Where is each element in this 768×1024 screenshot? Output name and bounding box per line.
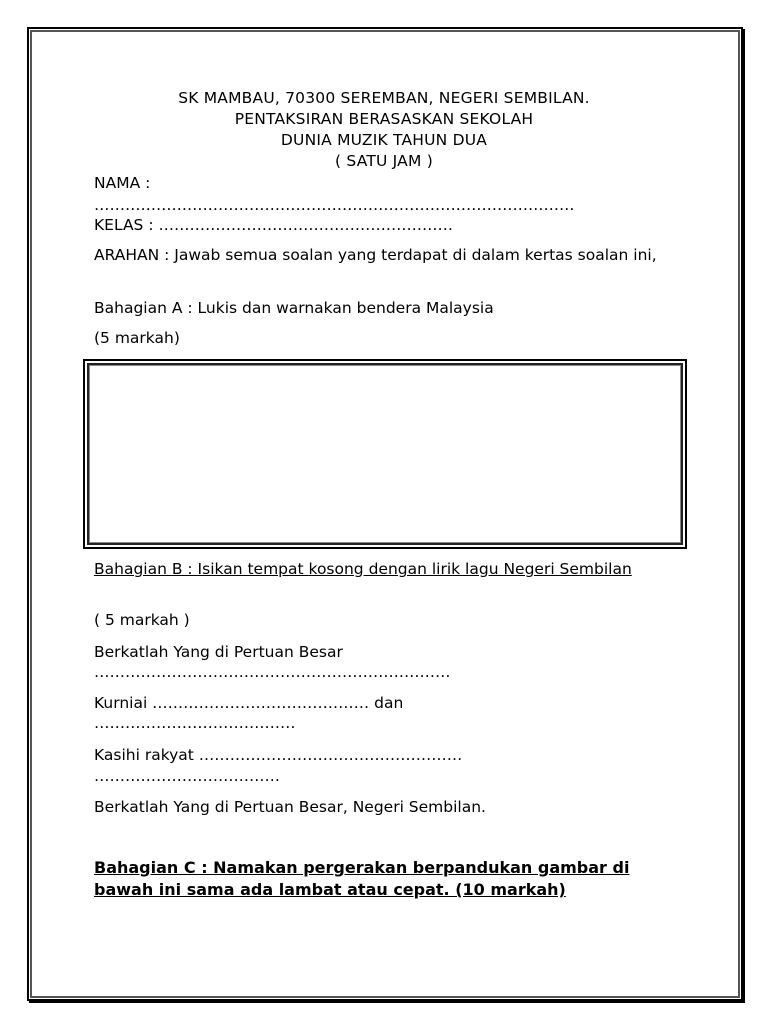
flag-drawing-box[interactable]	[83, 359, 687, 549]
nama-field[interactable]: …………………………………………………………………………………	[94, 196, 575, 214]
section-a-title: Bahagian A : Lukis dan warnakan bendera Malaysia	[94, 299, 494, 317]
section-b-title: Bahagian B : Isikan tempat kosong dengan lirik lagu Negeri Sembilan	[94, 560, 632, 578]
duration: ( SATU JAM )	[335, 152, 433, 170]
section-a-marks: (5 markah)	[94, 329, 180, 347]
nama-label: NAMA :	[94, 174, 151, 192]
instructions: ARAHAN : Jawab semua soalan yang terdapat di dalam kertas soalan ini,	[94, 246, 657, 264]
school-name: SK MAMBAU, 70300 SEREMBAN, NEGERI SEMBILAN.	[178, 89, 590, 107]
section-c-title: Bahagian C : Namakan pergerakan berpandukan gambar di bawah ini sama ada lambat atau cepat. (10 markah)	[94, 858, 630, 899]
lyric-line-3[interactable]: Kasihi rakyat ……………………………………………	[94, 746, 463, 764]
document-header	[0, 88, 768, 172]
section-b-marks: ( 5 markah )	[94, 611, 190, 629]
lyric-line-2[interactable]: Kurniai …………………………………… dan	[94, 694, 404, 712]
assessment-title: PENTAKSIRAN BERASASKAN SEKOLAH	[234, 110, 534, 128]
lyric-line-1: Berkatlah Yang di Pertuan Besar	[94, 643, 343, 661]
lyric-blank-2[interactable]: …………………………………	[94, 714, 296, 732]
kelas-field[interactable]: KELAS : …………………………………………………	[94, 216, 453, 234]
subject-title: DUNIA MUZIK TAHUN DUA	[280, 131, 488, 149]
lyric-line-4: Berkatlah Yang di Pertuan Besar, Negeri Sembilan.	[94, 798, 486, 816]
lyric-blank-3[interactable]: ………………………………	[94, 767, 280, 785]
lyric-blank-1[interactable]: ……………………………………………………………	[94, 663, 451, 681]
